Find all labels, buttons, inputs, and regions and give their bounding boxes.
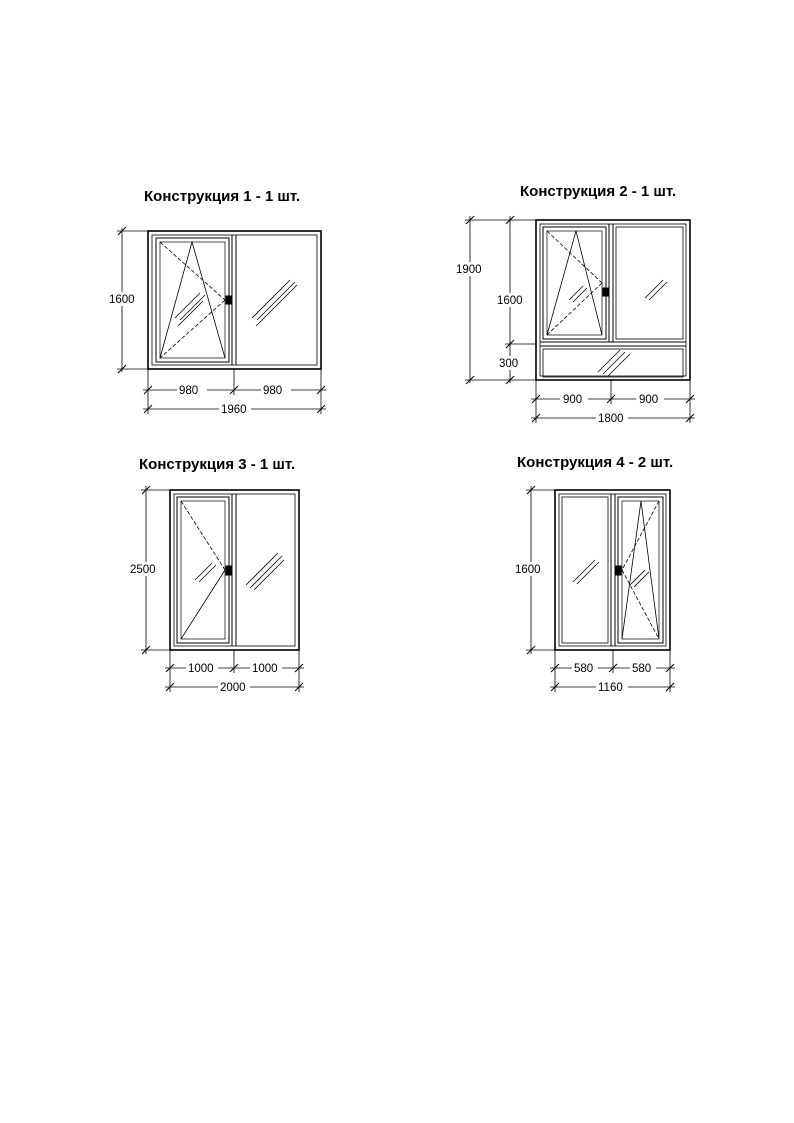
construction-1-handle-icon bbox=[226, 296, 232, 304]
construction-1-width-right: 980 bbox=[263, 385, 283, 397]
construction-2-title: Конструкция 2 - 1 шт. bbox=[520, 183, 677, 200]
construction-3-width-right: 1000 bbox=[252, 663, 278, 675]
construction-3-title: Конструкция 3 - 1 шт. bbox=[139, 456, 296, 473]
construction-4-width-left: 580 bbox=[574, 663, 594, 675]
construction-4-height-label: 1600 bbox=[515, 564, 541, 576]
construction-4-total-width: 1160 bbox=[598, 682, 623, 694]
construction-3-handle-icon bbox=[226, 566, 232, 575]
construction-2-upper-height: 1600 bbox=[497, 295, 523, 307]
construction-2-total-width: 1800 bbox=[598, 413, 624, 425]
construction-2-lower-pane bbox=[543, 349, 683, 377]
construction-3-height-label: 2500 bbox=[130, 564, 156, 576]
construction-2-right-pane bbox=[616, 227, 683, 339]
construction-2-lower-height: 300 bbox=[499, 358, 519, 370]
construction-2-width-left: 900 bbox=[563, 394, 583, 406]
construction-2-drawing bbox=[465, 216, 695, 423]
construction-3-right-pane bbox=[246, 553, 284, 590]
construction-4-title: Конструкция 4 - 2 шт. bbox=[517, 454, 674, 471]
construction-1-total-width: 1960 bbox=[221, 404, 247, 416]
construction-3-width-left: 1000 bbox=[188, 663, 214, 675]
construction-1-width-left: 980 bbox=[179, 385, 199, 397]
construction-2-handle-icon bbox=[603, 288, 609, 296]
construction-4-handle-icon bbox=[615, 566, 621, 575]
construction-1-right-pane bbox=[252, 280, 297, 326]
construction-4-right-sash bbox=[618, 497, 663, 643]
construction-4-width-right: 580 bbox=[632, 663, 652, 675]
construction-2-total-height: 1900 bbox=[456, 264, 482, 276]
construction-1-drawing bbox=[117, 227, 326, 414]
construction-1-title: Конструкция 1 - 1 шт. bbox=[144, 188, 301, 205]
construction-3-total-width: 2000 bbox=[220, 682, 246, 694]
construction-4-left-pane bbox=[562, 497, 608, 643]
construction-2-left-sash bbox=[543, 227, 606, 339]
construction-3-left-sash bbox=[177, 497, 229, 643]
construction-2-width-right: 900 bbox=[639, 394, 659, 406]
construction-1-left-sash bbox=[156, 238, 229, 362]
construction-1-height-label: 1600 bbox=[109, 294, 135, 306]
